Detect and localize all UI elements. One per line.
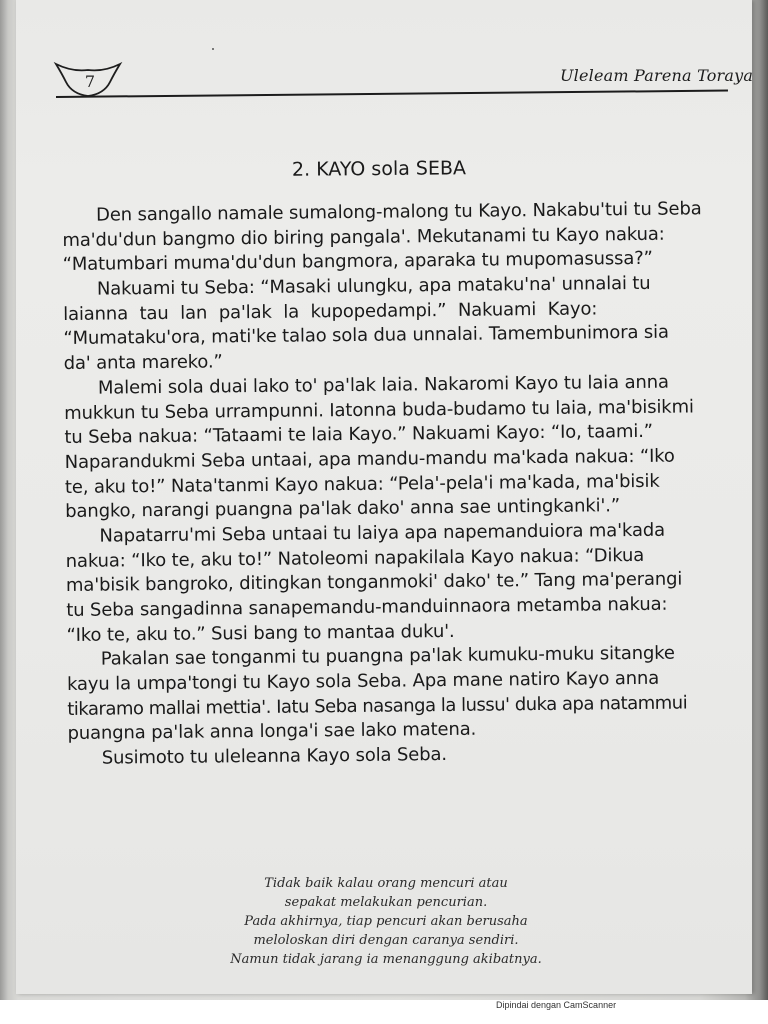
text-line: ma'bisik bangroko, ditingkan tonganmoki' dako' te.” Tang ma'perangi [65, 568, 683, 597]
text-line: Napatarru'mi Seba untaai tu laiya apa napemanduiora ma'kada [99, 519, 666, 547]
text-line: Susimoto tu uleleanna Kayo sola Seba. [101, 744, 447, 769]
text-line: “Mumataku'ora, mati'ke talao sola dua unnalai. Tamembunimora sia [63, 322, 669, 350]
running-title: Uleleam Parena Toraya [560, 66, 754, 85]
text-line: “Iko te, aku to.” Susi bang to mantaa duku'. [66, 620, 455, 646]
text-line: ma'du'dun bangmo dio biring pangala'. Mekutanami tu Kayo nakua: [62, 223, 665, 251]
story-text [62, 197, 736, 772]
page-number: 7 [84, 72, 96, 91]
text-line: Pakalan sae tonganmi tu puangna pa'lak kumuku-muku sitangke [100, 642, 675, 670]
moral-line: meloloskan diri dengan caranya sendiri. [253, 933, 519, 948]
chapter-title: 2. KAYO sola SEBA [291, 157, 467, 181]
text-line: kayu la umpa'tongi tu Kayo sola Seba. Apa mane natiro Kayo anna [66, 667, 660, 696]
moral-line: Namun tidak jarang ia menanggung akibatnya. [230, 952, 542, 967]
moral-line: Pada akhirnya, tiap pencuri akan berusaha [244, 914, 528, 929]
text-line: bangko, narangi puangna pa'lak dako' anna sae untingkanki'.” [65, 495, 621, 523]
text-line: Malemi sola duai lako to' pa'lak laia. Nakaromi Kayo tu laia anna [97, 371, 669, 399]
moral-line: Tidak baik kalau orang mencuri atau [264, 876, 508, 891]
dust-speck [212, 48, 214, 50]
text-line: tu Seba sangadinna sanapemandu-manduinnaora metamba nakua: [66, 593, 668, 621]
text-line: “Matumbari muma'du'dun bangmora, aparaka tu mupomasussa?” [62, 248, 653, 276]
text-line: da' anta mareko.” [63, 351, 223, 375]
moral-note [200, 874, 572, 969]
text-line: mukkun tu Seba urrampunni. Iatonna buda-budamo tu laia, ma'bisikmi [64, 395, 694, 424]
text-line: tikaramo mallai mettia'. Iatu Seba nasanga la lussu' duka apa natammui [67, 692, 688, 720]
moral-line: sepakat melakukan pencurian. [284, 895, 488, 910]
text-line: laianna tau lan pa'lak la kupopedampi.” Nakuami Kayo: [63, 298, 598, 325]
text-line: nakua: “Iko te, aku to!” Natoleomi napakilala Kayo nakua: “Dikua [65, 544, 645, 572]
text-line: Naparandukmi Seba untaai, apa mandu-mandu ma'kada nakua: “Iko [64, 445, 675, 473]
text-line: Den sangallo namale sumalong-malong tu Kayo. Nakabu'tui tu Seba [96, 198, 702, 226]
text-line: Nakuami tu Seba: “Masaki ulungku, apa mataku'na' unnalai tu [96, 272, 651, 300]
text-line: te, aku to!” Nata'tanmi Kayo nakua: “Pela'-pela'i ma'kada, ma'bisik [64, 470, 660, 498]
text-line: tu Seba nakua: “Tataami te laia Kayo.” Nakuami Kayo: “Io, taami.” [64, 421, 654, 449]
scanner-watermark: Dipindai dengan CamScanner [496, 1000, 617, 1010]
text-line: puangna pa'lak anna longa'i sae lako matena. [67, 719, 477, 745]
